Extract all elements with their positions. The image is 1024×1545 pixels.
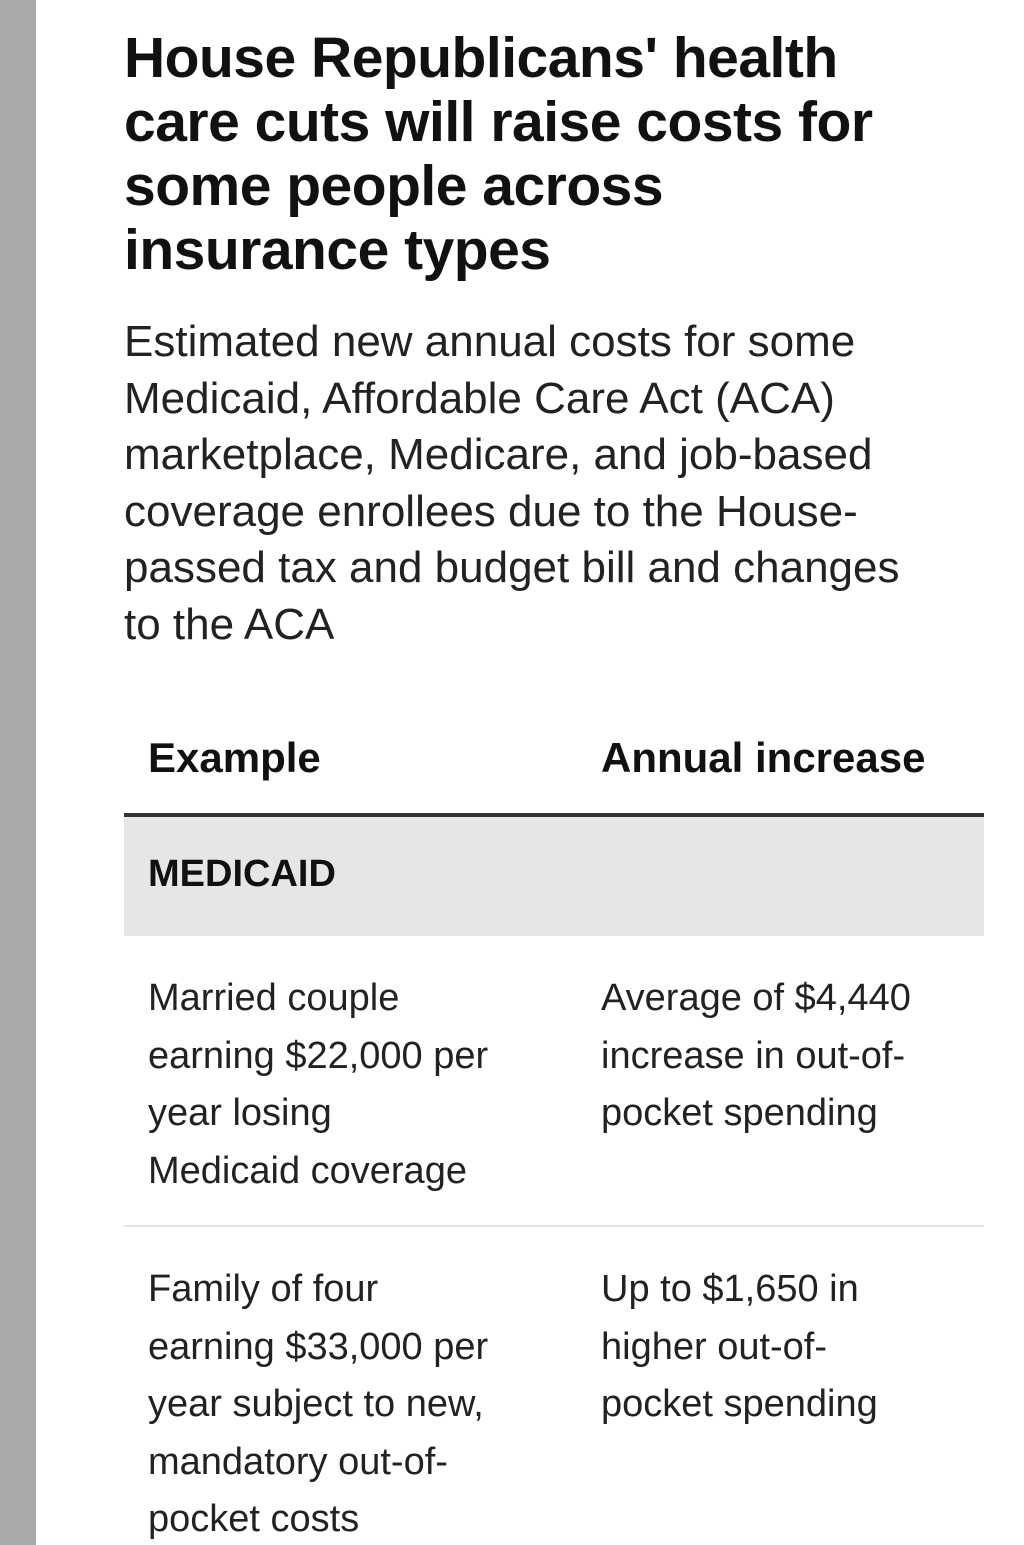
cell-line: pocket spending [601, 1092, 878, 1134]
table-header [124, 720, 984, 817]
table-row [124, 1227, 984, 1545]
headline-line: House Republicans' health [124, 26, 838, 90]
cell-line: increase in out-of- [601, 1034, 906, 1077]
article-content [124, 0, 984, 1540]
section-row-medicaid [124, 817, 984, 936]
cell-line: pocket spending [601, 1383, 878, 1425]
cell-line: Up to $1,650 in [601, 1268, 859, 1310]
cell-line: Medicaid coverage [148, 1149, 467, 1192]
column-header-example: Example [148, 734, 321, 781]
table-row [124, 936, 984, 1227]
example-cell [148, 970, 548, 1200]
increase-cell [601, 970, 961, 1143]
subtitle-line: Medicaid, Affordable Care Act (ACA) [124, 373, 835, 423]
column-header-annual-increase: Annual increase [601, 734, 926, 781]
left-edge-bar [0, 0, 36, 1545]
example-cell [148, 1261, 548, 1545]
cell-line: year subject to new, [148, 1383, 484, 1425]
subtitle [124, 314, 969, 653]
headline-line: care cuts will raise costs for [124, 90, 873, 154]
subtitle-line: marketplace, Medicare, and job-based [124, 430, 873, 479]
cell-line: pocket costs [148, 1498, 360, 1540]
cell-line: year losing [148, 1092, 332, 1134]
headline-line: insurance types [124, 218, 551, 282]
cell-line: mandatory out-of- [148, 1440, 448, 1483]
cell-line: earning $22,000 per [148, 1034, 489, 1077]
cell-line: higher out-of- [601, 1325, 828, 1368]
cell-line: Married couple [148, 977, 400, 1019]
cell-line: Family of four [148, 1268, 379, 1310]
subtitle-line: coverage enrollees due to the House- [124, 486, 858, 536]
headline [124, 26, 964, 282]
increase-cell [601, 1261, 961, 1434]
cell-line: earning $33,000 per [148, 1325, 489, 1368]
cost-table [124, 720, 984, 1545]
subtitle-line: Estimated new annual costs for some [124, 317, 856, 366]
headline-line: some people across [124, 154, 664, 218]
subtitle-line: to the ACA [124, 599, 335, 649]
cell-line: Average of $4,440 [601, 977, 911, 1019]
subtitle-line: passed tax and budget bill and changes [124, 543, 900, 592]
section-label: MEDICAID [148, 853, 336, 895]
